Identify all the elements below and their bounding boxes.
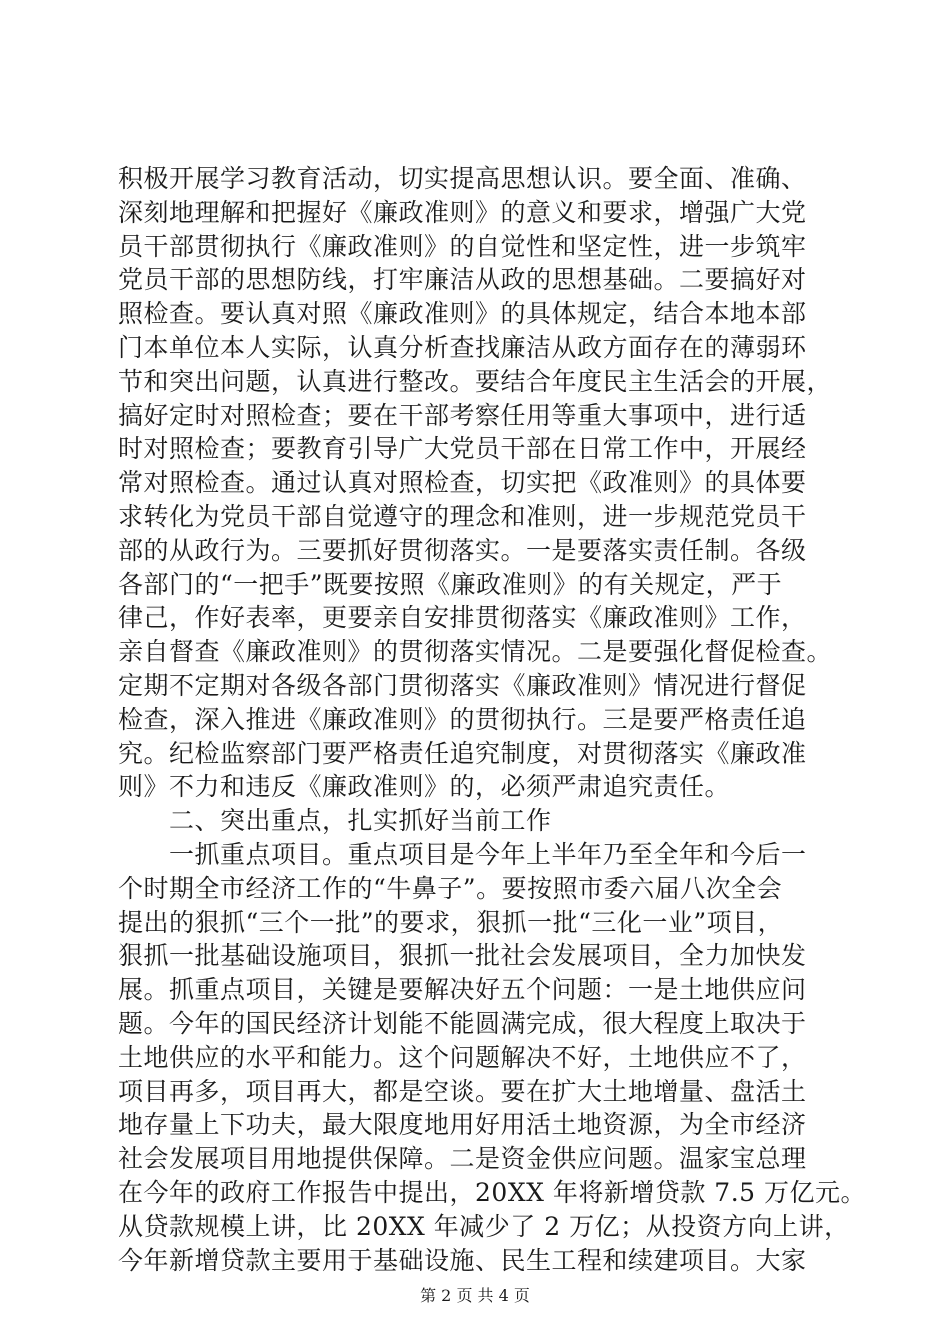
text-line: 常对照检查。通过认真对照检查，切实把《政准则》的具体要	[118, 468, 807, 498]
text-line: 展。抓重点项目，关键是要解决好五个问题：一是土地供应问	[118, 975, 807, 1005]
text-line: 提出的狠抓“三个一批”的要求，狠抓一批“三化一业”项目，	[118, 907, 784, 937]
text-line: 土地供应的水平和能力。这个问题解决不好，土地供应不了，	[118, 1042, 807, 1072]
text-line: 员干部贯彻执行《廉政准则》的自觉性和坚定性，进一步筑牢	[118, 231, 807, 261]
text-line: 在今年的政府工作报告中提出，20XX 年将新增贷款 7.5 万亿元。	[118, 1177, 867, 1207]
text-line: 积极开展学习教育活动，切实提高思想认识。要全面、准确、	[118, 164, 807, 193]
text-line: 照检查。要认真对照《廉政准则》的具体规定，结合本地本部	[118, 299, 807, 329]
text-line: 党员干部的思想防线，打牢廉洁从政的思想基础。二要搞好对	[118, 265, 807, 295]
text-line: 项目再多，项目再大，都是空谈。要在扩大土地增量、盘活土	[118, 1076, 807, 1106]
text-line: 搞好定时对照检查；要在干部考察任用等重大事项中，进行适	[118, 400, 807, 430]
text-line: 题。今年的国民经济计划能不能圆满完成，很大程度上取决于	[118, 1008, 807, 1038]
text-line: 今年新增贷款主要用于基础设施、民生工程和续建项目。大家	[118, 1245, 807, 1275]
page-number-footer: 第 2 页 共 4 页	[420, 1286, 530, 1305]
text-line: 时对照检查；要教育引导广大党员干部在日常工作中，开展经	[118, 434, 807, 464]
text-line: 各部门的“一把手”既要按照《廉政准则》的有关规定，严于	[118, 569, 783, 599]
text-line: 检查，深入推进《廉政准则》的贯彻执行。三是要严格责任追	[118, 704, 807, 734]
document-body	[118, 162, 867, 1277]
text-line: 社会发展项目用地提供保障。二是资金供应问题。温家宝总理	[118, 1144, 807, 1174]
text-line: 从贷款规模上讲，比 20XX 年减少了 2 万亿；从投资方向上讲，	[118, 1211, 850, 1241]
text-line: 深刻地理解和把握好《廉政准则》的意义和要求，增强广大党	[118, 197, 807, 227]
text-line: 定期不定期对各级各部门贯彻落实《廉政准则》情况进行督促	[118, 670, 807, 700]
text-line: 求转化为党员干部自觉遵守的理念和准则，进一步规范党员干	[118, 501, 807, 531]
text-line: 则》不力和违反《廉政准则》的，必须严肃追究责任。	[118, 772, 731, 802]
text-line: 节和突出问题，认真进行整改。要结合年度民主生活会的开展，	[118, 366, 833, 396]
text-line: 亲自督查《廉政准则》的贯彻落实情况。二是要强化督促检查。	[118, 637, 833, 667]
text-line: 一抓重点项目。重点项目是今年上半年乃至全年和今后一	[118, 839, 807, 869]
text-line: 地存量上下功夫，最大限度地用好用活土地资源，为全市经济	[118, 1110, 807, 1140]
text-line: 门本单位本人实际，认真分析查找廉洁从政方面存在的薄弱环	[118, 332, 807, 362]
text-line: 个时期全市经济工作的“牛鼻子”。要按照市委六届八次全会	[118, 873, 783, 903]
section-heading: 二、突出重点，扎实抓好当前工作	[118, 806, 552, 836]
text-line: 狠抓一批基础设施项目，狠抓一批社会发展项目，全力加快发	[118, 941, 807, 971]
text-line: 律己，作好表率，更要亲自安排贯彻落实《廉政准则》工作，	[118, 603, 807, 633]
text-line: 究。纪检监察部门要严格责任追究制度，对贯彻落实《廉政准	[118, 738, 807, 768]
text-line: 部的从政行为。三要抓好贯彻落实。一是要落实责任制。各级	[118, 535, 807, 565]
